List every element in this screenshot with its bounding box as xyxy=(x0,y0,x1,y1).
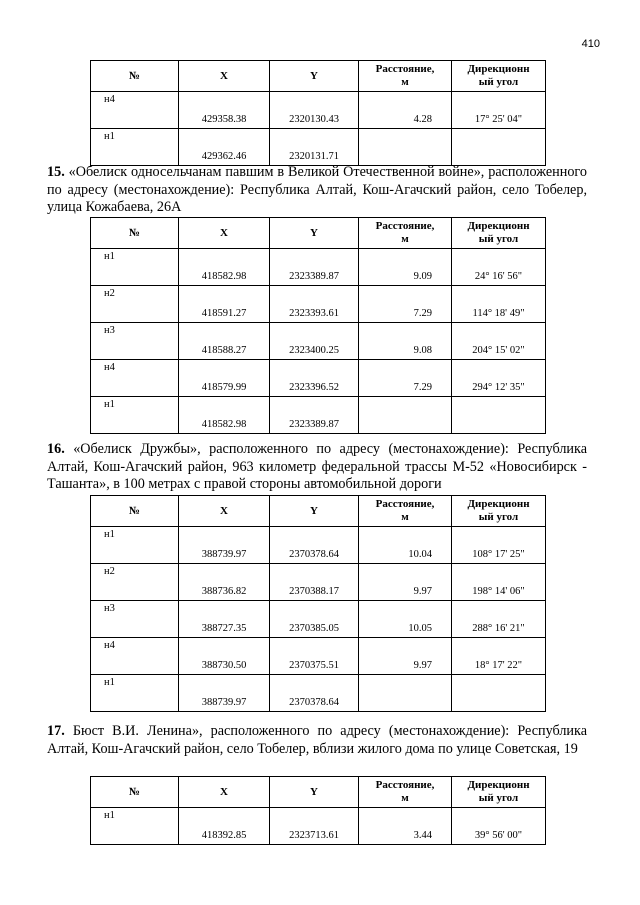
header-number: № xyxy=(91,496,179,527)
y-value: 2323393.61 xyxy=(270,286,359,323)
header-number: № xyxy=(91,777,179,808)
angle-value: 17° 25' 04" xyxy=(452,92,546,129)
point-id: н3 xyxy=(91,601,179,638)
header-distance: Расстояние, м xyxy=(359,61,452,92)
x-value: 388739.97 xyxy=(179,675,270,712)
header-y: Y xyxy=(270,777,359,808)
angle-value xyxy=(452,397,546,434)
y-value: 2323389.87 xyxy=(270,397,359,434)
x-value: 388727.35 xyxy=(179,601,270,638)
table-header-row xyxy=(91,496,546,527)
distance-value: 9.08 xyxy=(359,323,452,360)
distance-value: 10.05 xyxy=(359,601,452,638)
section-16-paragraph xyxy=(47,441,587,494)
table-row xyxy=(91,527,546,564)
point-id: н4 xyxy=(91,638,179,675)
x-value: 418588.27 xyxy=(179,323,270,360)
angle-value: 288° 16' 21" xyxy=(452,601,546,638)
point-id: н4 xyxy=(91,360,179,397)
point-id: н3 xyxy=(91,323,179,360)
y-value: 2323713.61 xyxy=(270,808,359,845)
table-header-row xyxy=(91,61,546,92)
angle-value: 198° 14' 06" xyxy=(452,564,546,601)
x-value: 418579.99 xyxy=(179,360,270,397)
header-y: Y xyxy=(270,61,359,92)
point-id: н1 xyxy=(91,527,179,564)
table-row xyxy=(91,638,546,675)
table-header-row xyxy=(91,218,546,249)
distance-value xyxy=(359,129,452,166)
angle-value: 204° 15' 02" xyxy=(452,323,546,360)
table-row xyxy=(91,808,546,845)
section-15-paragraph xyxy=(47,164,587,217)
point-id: н1 xyxy=(91,397,179,434)
point-id: н2 xyxy=(91,564,179,601)
distance-value: 9.97 xyxy=(359,638,452,675)
angle-value xyxy=(452,675,546,712)
table-row xyxy=(91,92,546,129)
coordinates-table-15 xyxy=(90,217,546,434)
header-x: X xyxy=(179,496,270,527)
page-number: 410 xyxy=(581,38,600,50)
header-x: X xyxy=(179,61,270,92)
x-value: 429362.46 xyxy=(179,129,270,166)
point-id: н1 xyxy=(91,808,179,845)
y-value: 2370385.05 xyxy=(270,601,359,638)
distance-value: 7.29 xyxy=(359,286,452,323)
distance-value: 10.04 xyxy=(359,527,452,564)
distance-value xyxy=(359,397,452,434)
section-text: «Обелиск односельчанам павшим в Великой Отечественной войне», расположенного по адресу (местонахождение): Республика Алтай, Кош-Агачский район, село Тобелер, улица Кожабаева, 26А xyxy=(47,164,587,215)
distance-value: 7.29 xyxy=(359,360,452,397)
y-value: 2320131.71 xyxy=(270,129,359,166)
table-row xyxy=(91,249,546,286)
coordinates-table-16 xyxy=(90,495,546,712)
header-distance: Расстояние, м xyxy=(359,218,452,249)
x-value: 418582.98 xyxy=(179,249,270,286)
header-angle: Дирекционн ый угол xyxy=(452,496,546,527)
x-value: 418582.98 xyxy=(179,397,270,434)
x-value: 418392.85 xyxy=(179,808,270,845)
header-distance: Расстояние, м xyxy=(359,777,452,808)
distance-value: 4.28 xyxy=(359,92,452,129)
x-value: 429358.38 xyxy=(179,92,270,129)
point-id: н1 xyxy=(91,675,179,712)
table-row xyxy=(91,360,546,397)
y-value: 2370375.51 xyxy=(270,638,359,675)
section-text: Бюст В.И. Ленина», расположенного по адресу (местонахождение): Республика Алтай, Кош-Агачский район, село Тобелер, вблизи жилого дома по улице Советская, 19 xyxy=(47,723,587,757)
x-value: 388739.97 xyxy=(179,527,270,564)
distance-value: 9.09 xyxy=(359,249,452,286)
section-number: 16. xyxy=(47,441,65,457)
angle-value: 18° 17' 22" xyxy=(452,638,546,675)
header-angle: Дирекционн ый угол xyxy=(452,61,546,92)
section-17-paragraph xyxy=(47,723,587,758)
y-value: 2323396.52 xyxy=(270,360,359,397)
distance-value xyxy=(359,675,452,712)
y-value: 2370388.17 xyxy=(270,564,359,601)
section-number: 15. xyxy=(47,164,65,180)
point-id: н2 xyxy=(91,286,179,323)
header-angle: Дирекционн ый угол xyxy=(452,218,546,249)
angle-value: 39° 56' 00" xyxy=(452,808,546,845)
distance-value: 3.44 xyxy=(359,808,452,845)
distance-value: 9.97 xyxy=(359,564,452,601)
table-row xyxy=(91,675,546,712)
header-y: Y xyxy=(270,218,359,249)
y-value: 2323400.25 xyxy=(270,323,359,360)
point-id: н4 xyxy=(91,92,179,129)
angle-value: 24° 16' 56" xyxy=(452,249,546,286)
header-distance: Расстояние, м xyxy=(359,496,452,527)
table-row xyxy=(91,286,546,323)
header-y: Y xyxy=(270,496,359,527)
table-row xyxy=(91,397,546,434)
angle-value: 108° 17' 25" xyxy=(452,527,546,564)
header-number: № xyxy=(91,61,179,92)
y-value: 2370378.64 xyxy=(270,675,359,712)
header-number: № xyxy=(91,218,179,249)
coordinates-table-continued xyxy=(90,60,546,166)
point-id: н1 xyxy=(91,249,179,286)
header-x: X xyxy=(179,218,270,249)
point-id: н1 xyxy=(91,129,179,166)
header-angle: Дирекционн ый угол xyxy=(452,777,546,808)
coordinates-table-17 xyxy=(90,776,546,845)
table-row xyxy=(91,601,546,638)
section-number: 17. xyxy=(47,723,65,739)
angle-value: 294° 12' 35" xyxy=(452,360,546,397)
header-x: X xyxy=(179,777,270,808)
table-header-row xyxy=(91,777,546,808)
x-value: 418591.27 xyxy=(179,286,270,323)
y-value: 2320130.43 xyxy=(270,92,359,129)
x-value: 388736.82 xyxy=(179,564,270,601)
table-row xyxy=(91,564,546,601)
table-row xyxy=(91,323,546,360)
section-text: «Обелиск Дружбы», расположенного по адресу (местонахождение): Республика Алтай, Кош-Агачский район, 963 километр федеральной трассы М-52 «Новосибирск - Ташанта», в 100 метрах с правой стороны автомобильной дороги xyxy=(47,441,587,492)
angle-value: 114° 18' 49" xyxy=(452,286,546,323)
y-value: 2370378.64 xyxy=(270,527,359,564)
table-row xyxy=(91,129,546,166)
y-value: 2323389.87 xyxy=(270,249,359,286)
x-value: 388730.50 xyxy=(179,638,270,675)
angle-value xyxy=(452,129,546,166)
